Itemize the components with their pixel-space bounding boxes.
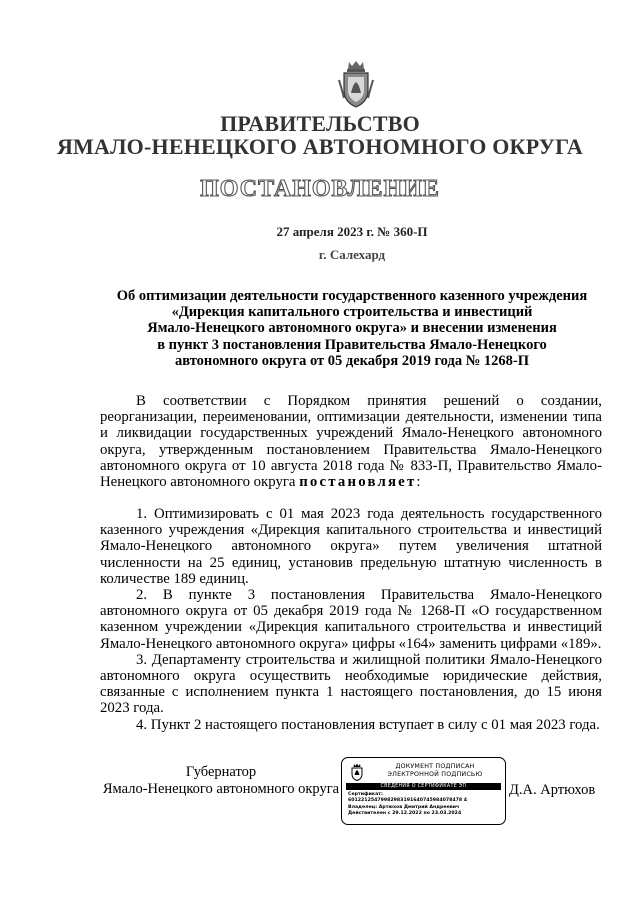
signatory-position bbox=[96, 764, 346, 798]
stamp-emblem-icon bbox=[350, 763, 364, 781]
decree-item: 1. Оптимизировать с 01 мая 2023 года деятельность государственного казенного учреждения «Дирекция капитального строительства и инвестиций Ямало-Ненецкого автономного округа» путем увеличения штатной численности на 25 единиц, установив предельную штатную численность в количестве 189 единиц. bbox=[100, 506, 602, 587]
stamp-validity: Действителен с 29.12.2022 по 23.03.2024 bbox=[348, 811, 462, 817]
signatory-region: Ямало-Ненецкого автономного округа bbox=[102, 781, 340, 797]
decree-item: 2. В пункте 3 постановления Правительства Ямало-Ненецкого автономного округа от 05 декабря 2019 года № 1268-П «О государственном казенном учреждении «Дирекция капитального строительства и инвестиций Ямало-Ненецкого автономного округа» цифры «164» заменить цифрами «189». bbox=[100, 587, 602, 652]
subject-line: «Дирекция капитального строительства и инвестиций bbox=[171, 304, 533, 321]
stamp-owner: Владелец: Артюхов Дмитрий Андреевич bbox=[348, 804, 460, 810]
stamp-header-line: ЭЛЕКТРОННОЙ ПОДПИСЬЮ bbox=[387, 771, 483, 778]
government-region: ЯМАЛО-НЕНЕЦКОГО АВТОНОМНОГО ОКРУГА bbox=[56, 134, 584, 159]
preamble-text: В соответствии с Порядком принятия решений о создании, реорганизации, переименовании, оптимизации деятельности, изменении типа и ликвидации государственных учреждений Ямало-Ненецкого автономного округа, утвержденным постановлением Правительства Ямало-Ненецкого автономного округа от 10 августа 2018 года № 833-П, Правительство Ямало-Ненецкого автономного округа bbox=[100, 393, 602, 491]
subject-line: автономного округа от 05 декабря 2019 года № 1268-П bbox=[174, 352, 530, 369]
document-city: г. Салехард bbox=[318, 247, 386, 262]
decree-keyword: постановляет bbox=[299, 474, 417, 491]
signatory-name: Д.А. Артюхов bbox=[509, 782, 596, 798]
document-type-title: ПОСТАНОВЛЕНИЕ bbox=[200, 176, 440, 202]
subject-line: Ямало-Ненецкого автономного округа» и внесении изменения bbox=[147, 320, 557, 337]
coat-of-arms-icon bbox=[337, 60, 375, 108]
subject-line: Об оптимизации деятельности государственного казенного учреждения bbox=[116, 288, 588, 304]
stamp-header-line: ДОКУМЕНТ ПОДПИСАН bbox=[395, 763, 475, 770]
signatory-title: Губернатор bbox=[185, 764, 257, 780]
preamble-end: : bbox=[416, 474, 421, 491]
decree-item: 4. Пункт 2 настоящего постановления вступает в силу с 01 мая 2023 года. bbox=[136, 716, 600, 733]
preamble-paragraph bbox=[100, 393, 602, 490]
stamp-info-bar: СВЕДЕНИЯ О СЕРТИФИКАТЕ ЭП bbox=[346, 783, 501, 790]
stamp-cert-number: 60122125479982983191640745984078478 4 bbox=[348, 798, 468, 804]
stamp-certificate-details bbox=[348, 792, 502, 818]
stamp-header bbox=[368, 763, 502, 779]
electronic-signature-stamp bbox=[341, 757, 506, 825]
stamp-cert-label: Сертификат: bbox=[348, 792, 383, 797]
document-date-number: 27 апреля 2023 г. № 360-П bbox=[276, 224, 428, 239]
document-subject bbox=[100, 288, 604, 369]
decree-item: 3. Департаменту строительства и жилищной политики Ямало-Ненецкого автономного округа осуществить необходимые юридические действия, связанные с исполнением пункта 1 настоящего постановления, до 15 июня 2023 года. bbox=[100, 651, 602, 717]
government-title: ПРАВИТЕЛЬСТВО bbox=[220, 111, 420, 136]
decree-items bbox=[100, 506, 602, 733]
subject-line: в пункт 3 постановления Правительства Ямало-Ненецкого bbox=[157, 336, 547, 353]
